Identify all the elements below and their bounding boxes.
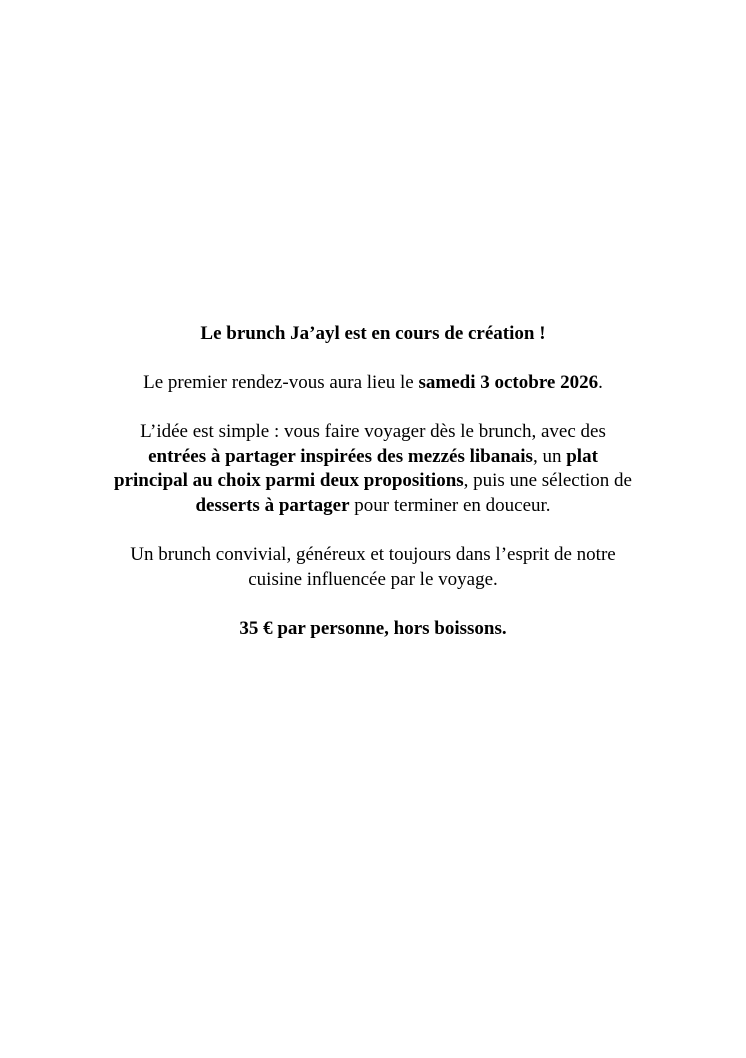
spirit-paragraph: Un brunch convivial, généreux et toujours dans l’esprit de notre cuisine influencée par le voyage.: [130, 544, 616, 590]
document-body: [110, 322, 636, 667]
plat-highlight: plat principal au choix parmi deux propositions: [114, 445, 598, 491]
idea-text-4: pour terminer en douceur.: [349, 494, 551, 516]
price-line: 35 € par personne, hors boissons.: [239, 618, 507, 639]
idea-text-1: L’idée est simple : vous faire voyager dès le brunch, avec des: [140, 421, 606, 442]
date-intro-text: Le premier rendez-vous aura lieu le: [143, 371, 419, 393]
entrees-highlight: entrées à partager inspirées des mezzés libanais: [148, 445, 533, 467]
idea-text-2: , un: [532, 445, 567, 467]
document-title: Le brunch Ja’ayl est en cours de création !: [200, 323, 546, 344]
date-paragraph: [110, 371, 636, 396]
date-end-punctuation: .: [598, 371, 603, 393]
desserts-highlight: desserts à partager: [195, 494, 350, 516]
idea-text-3: , puis une sélection de: [463, 470, 632, 491]
idea-paragraph: [110, 420, 636, 518]
event-date: samedi 3 octobre 2026: [418, 371, 599, 393]
